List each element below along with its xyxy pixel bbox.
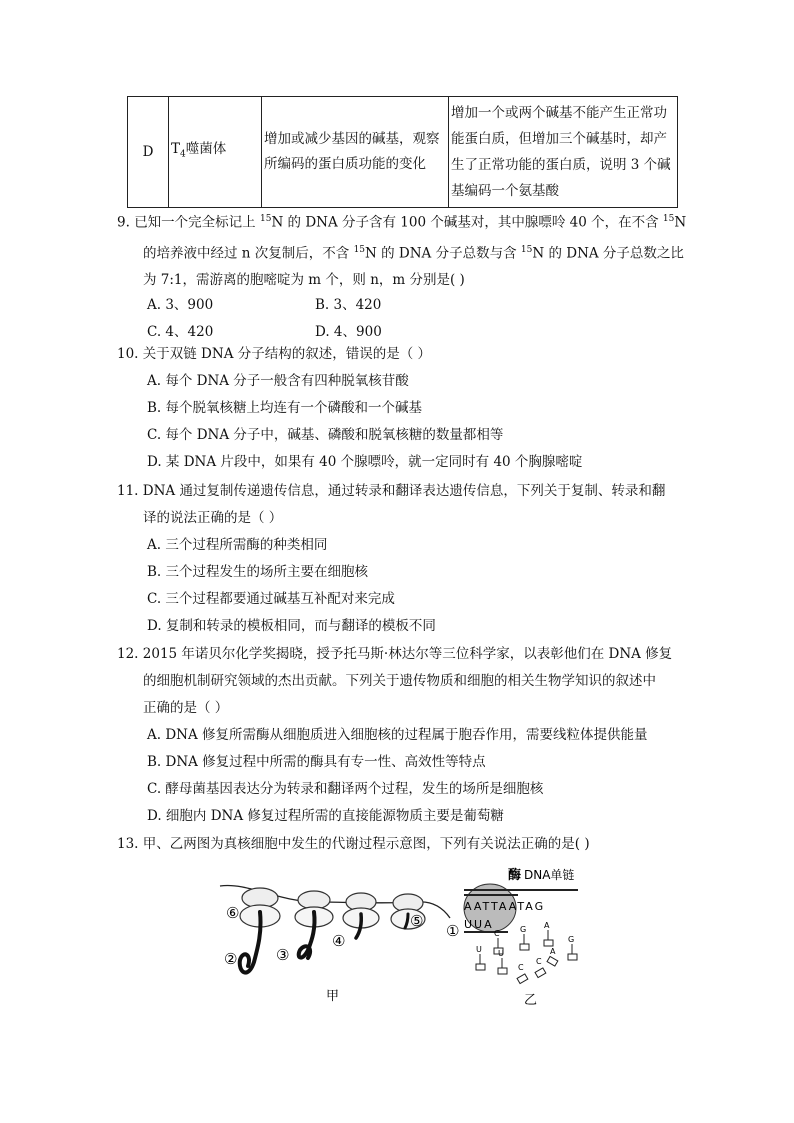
svg-text:C: C [518, 963, 524, 972]
option-9-b[interactable]: B. 3、420 [315, 297, 382, 313]
nucleotide [476, 945, 485, 970]
option-12-c[interactable]: C. 酵母菌基因表达分为转录和翻译两个过程，发生的场所是细胞核 [147, 781, 544, 797]
question-9-line-2: 的培养液中经过 n 次复制后，不含 $^{15}$N 的 DNA 分子总数与含 $^{15}$N 的 DNA 分子总数之比 [143, 244, 684, 261]
label-5: ⑤ [410, 912, 424, 930]
nucleotide [544, 921, 553, 946]
label-1: ① [446, 922, 460, 940]
question-11-line-1: 11. DNA 通过复制传递遗传信息，通过转录和翻译表达遗传信息，下列关于复制、转录和翻 [117, 483, 666, 499]
option-9-c[interactable]: C. 4、420 [147, 324, 214, 340]
question-12 [117, 641, 687, 830]
caption-yi: 乙 [524, 993, 538, 1008]
option-12-d[interactable]: D. 细胞内 DNA 修复过程所需的直接能源物质主要是葡萄糖 [147, 808, 504, 824]
svg-text:C: C [536, 957, 542, 966]
nucleotide [535, 957, 546, 978]
option-12-b[interactable]: B. DNA 修复过程中所需的酶具有专一性、高效性等特点 [147, 754, 486, 770]
option-9-a[interactable]: A. 3、900 [147, 297, 214, 313]
option-10-b[interactable]: B. 每个脱氧核糖上均连有一个磷酸和一个碱基 [147, 400, 423, 416]
table-cell-letter: D [128, 97, 169, 208]
option-11-c[interactable]: C. 三个过程都要通过碱基互补配对来完成 [147, 591, 395, 607]
question-9-line-1: 9. 已知一个完全标记上 $^{15}$N 的 DNA 分子含有 100 个碱基对，其中腺嘌呤 40 个，在不含 $^{15}$N [117, 214, 687, 231]
nucleotide [568, 935, 577, 960]
svg-text:A: A [550, 947, 556, 956]
label-3: ③ [276, 946, 290, 964]
question-10 [117, 341, 687, 476]
svg-text:A: A [544, 921, 550, 930]
figure-jia [220, 885, 459, 1004]
svg-text:U: U [498, 949, 504, 958]
svg-text:C: C [494, 929, 500, 938]
nucleotide [517, 963, 528, 984]
strand-label: DNA单链 [524, 868, 575, 882]
sequence-top: AATTAATAG [464, 900, 546, 913]
table-cell-material: $T_4$噬菌体 [169, 97, 262, 208]
label-4: ④ [332, 932, 346, 950]
question-12-line-2: 的细胞机制研究领域的杰出贡献。下列关于遗传物质和细胞的相关生物学知识的叙述中 [143, 673, 656, 689]
question-13-stem: 13. 甲、乙两图为真核细胞中发生的代谢过程示意图，下列有关说法正确的是( ) [117, 836, 590, 852]
question-11 [117, 478, 687, 640]
option-9-d[interactable]: D. 4、900 [315, 324, 382, 340]
question-12-line-3: 正确的是（ ） [143, 700, 229, 716]
question-12-line-1: 12. 2015 年诺贝尔化学奖揭晓，授予托马斯·林达尔等三位科学家，以表彰他们在 DNA 修复 [117, 646, 673, 662]
label-2: ② [224, 950, 238, 968]
table-cell-conclusion: 增加一个或两个碱基不能产生正常功 能蛋白质，但增加三个碱基时，却产 生了正常功能的蛋白质，说明 3 个碱 基编码一个氨基酸 [449, 97, 678, 208]
option-10-a[interactable]: A. 每个 DNA 分子一般含有四种脱氧核苷酸 [147, 373, 409, 389]
enzyme-label: 酶 [508, 868, 522, 883]
option-10-c[interactable]: C. 每个 DNA 分子中，碱基、磷酸和脱氧核糖的数量都相等 [147, 427, 504, 443]
option-12-a[interactable]: A. DNA 修复所需酶从细胞质进入细胞核的过程属于胞吞作用，需要线粒体提供能量 [147, 727, 648, 743]
experiment-table [127, 96, 678, 208]
figure-yi [464, 867, 578, 1008]
nucleotide [520, 925, 529, 950]
question-9 [117, 206, 687, 294]
svg-text:U: U [476, 945, 482, 954]
question-9-line-3: 为 7:1，需游离的胞嘧啶为 m 个，则 n，m 分别是( ) [143, 272, 465, 288]
svg-text:G: G [568, 935, 575, 944]
metabolism-figure [218, 862, 598, 1012]
option-11-a[interactable]: A. 三个过程所需酶的种类相同 [147, 537, 328, 553]
label-6: ⑥ [226, 904, 240, 922]
nucleotide [547, 947, 558, 966]
option-11-b[interactable]: B. 三个过程发生的场所主要在细胞核 [147, 564, 369, 580]
svg-text:G: G [520, 925, 527, 934]
sequence-bottom: UUA [464, 918, 494, 931]
table-row [128, 97, 678, 208]
table-cell-method: 增加或减少基因的碱基，观察 所编码的蛋白质功能的变化 [262, 97, 449, 208]
question-13 [117, 831, 687, 858]
question-11-line-2: 译的说法正确的是（ ） [143, 510, 283, 526]
caption-jia: 甲 [326, 989, 340, 1004]
question-10-stem: 10. 关于双链 DNA 分子结构的叙述，错误的是（ ） [117, 346, 432, 362]
option-11-d[interactable]: D. 复制和转录的模板相同，而与翻译的模板不同 [147, 618, 436, 634]
option-10-d[interactable]: D. 某 DNA 片段中，如果有 40 个腺嘌呤，就一定同时有 40 个胸腺嘧啶 [147, 454, 583, 470]
